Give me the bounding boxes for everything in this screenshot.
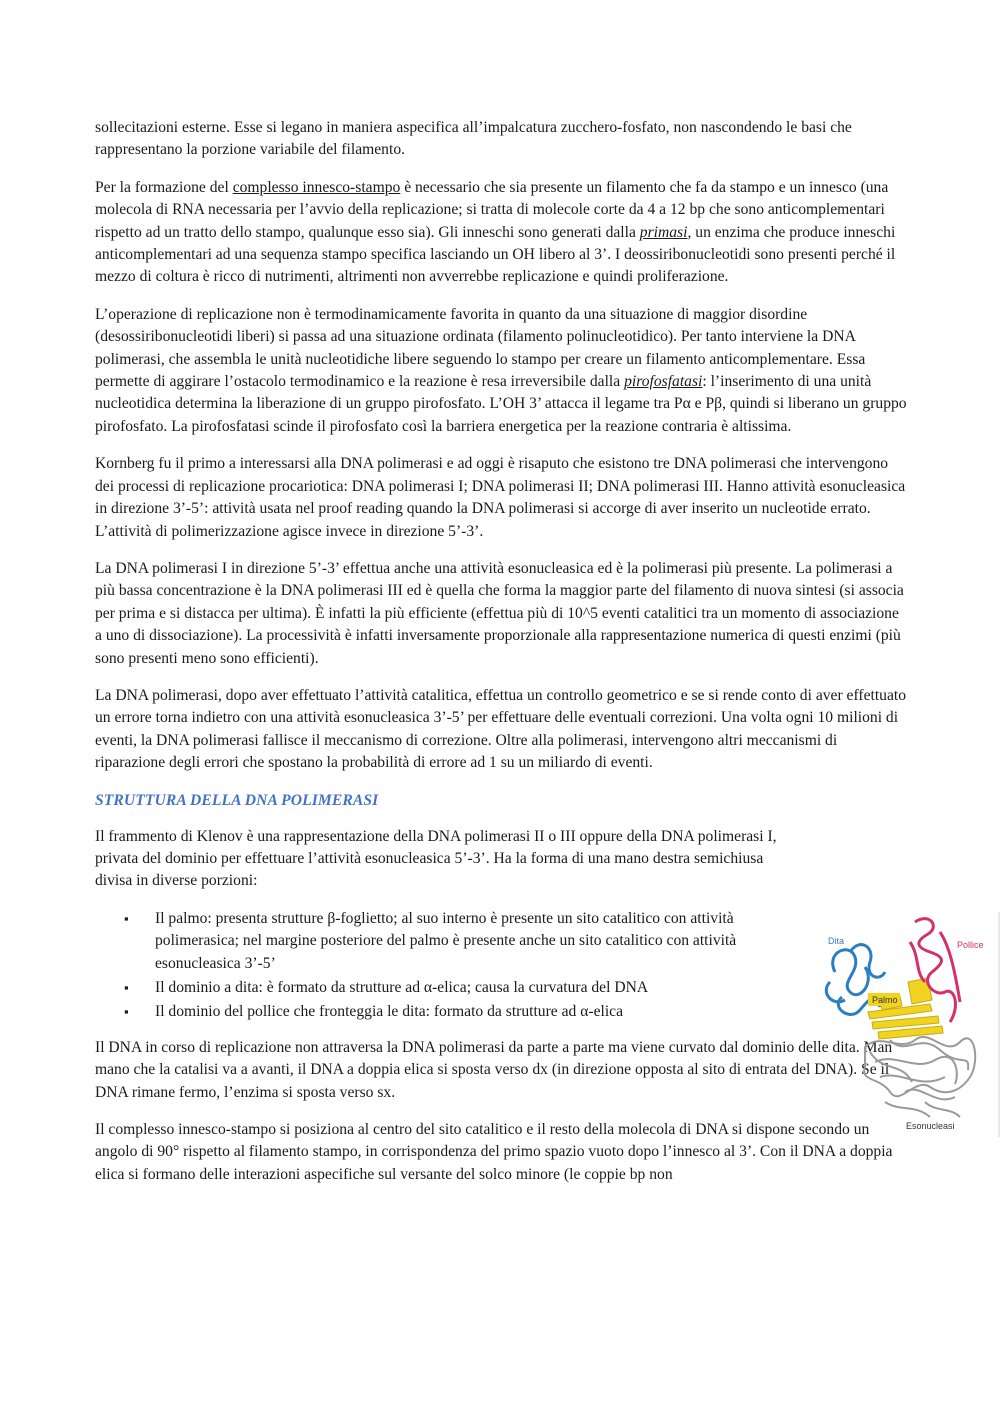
klenow-fragment-figure	[820, 912, 1000, 1137]
list-item-pollice: ▪ Il dominio del pollice che fronteggia le dita: formato da strutture ad α-elica	[155, 1001, 787, 1023]
paragraph-4: Kornberg fu il primo a interessarsi alla DNA polimerasi e ad oggi è risaputo che esistono tre DNA polimerasi che intervengono dei processi di replicazione procariotica: DNA polimerasi I; DNA polimerasi II; DNA polimerasi III. Hanno attività esonucleasica in direzione 3’-5’: attività usata nel proof reading quando la DNA polimerasi si accorge di aver inserito un nucleotide errato. L’attività di polimerizzazione agisce invece in direzione 5’-3’.	[95, 455, 906, 540]
list-item-palmo: ▪ Il palmo: presenta strutture β-foglietto; al suo interno è presente un sito catalitico con attività polimerasica; nel margine posteriore del palmo è presente anche un sito catalitico con attività esonucleasica 3’-5’	[155, 908, 787, 975]
list-item-dita: ▪ Il dominio a dita: è formato da strutture ad α-elica; causa la curvatura del DNA	[155, 977, 787, 999]
paragraph-8: Il DNA in corso di replicazione non attraversa la DNA polimerasi da parte a parte ma viene curvato dal dominio delle dita. Man mano che la catalisi va a avanti, il DNA a doppia elica si sposta verso dx (in direzione opposta al sito di entrata del DNA). Se il DNA rimane fermo, l’enzima si sposta verso sx.	[95, 1038, 893, 1101]
paragraph-6: La DNA polimerasi, dopo aver effettuato l’attività catalitica, effettua un controllo geometrico e se si rende conto di aver effettuato un errore torna indietro con una attività esonucleasica 3’-5’ per effettuare delle eventuali correzioni. Una volta ogni 10 milioni di eventi, la DNA polimerasi fallisce il meccanismo di correzione. Oltre alla polimerasi, intervengono altri meccanismi di riparazione degli errori che spostano la probabilità di errore ad 1 su un miliardo di eventi.	[95, 686, 907, 772]
document-page	[95, 117, 907, 1201]
label-palmo: Palmo	[872, 995, 898, 1005]
label-esonucleasi: Esonucleasi	[906, 1121, 955, 1131]
label-pollice: Pollice	[957, 940, 984, 950]
paragraph-3: L’operazione di replicazione non è termodinamicamente favorita in quanto da una situazione di maggior disordine (desossiribonucleotidi liberi) si passa ad una situazione ordinata (filamento polinucleotidico). Per tanto interviene la DNA polimerasi, che assembla le unità nucleotidiche libere seguendo lo stampo per creare un filamento anticomplementare. Essa permette di aggirare l’ostacolo termodinamico e la reazione è resa irreversibile dalla pirofosfatasi: l’inserimento di una unità nucleotidica determina la liberazione di un gruppo pirofosfato. L’OH 3’ attacca il legame tra Pα e Pβ, quindi si liberano un gruppo pirofosfato. La pirofosfatasi scinde il pirofosfato così la barriera energetica per la reazione contraria è altissima.	[95, 305, 907, 435]
paragraph-9: Il complesso innesco-stampo si posiziona al centro del sito catalitico e il resto della molecola di DNA si dispone secondo un angolo di 90° rispetto al filamento stampo, in corrispondenza del primo spazio vuoto dopo l’innesco al 3’. Con il DNA a doppia elica si formano delle interazioni aspecifiche sul versante del solco minore (le coppie bp non	[95, 1121, 893, 1183]
paragraph-1: sollecitazioni esterne. Esse si legano in maniera aspecifica all’impalcatura zucchero-fosfato, non nascondendo le basi che rappresentano la porzione variabile del filamento.	[95, 119, 852, 159]
paragraph-7: Il frammento di Klenov è una rappresentazione della DNA polimerasi II o III oppure della DNA polimerasi I, privata del dominio per effettuare l’attività esonucleasica 5’-3’. Ha la forma di una mano destra semichiusa divisa in diverse porzioni:	[95, 827, 777, 890]
term-pirofosfatasi: pirofosfatasi	[624, 373, 703, 391]
domain-list	[95, 908, 907, 1024]
paragraph-5: La DNA polimerasi I in direzione 5’-3’ effettua anche una attività esonucleasica ed è la polimerasi più presente. La polimerasi a più bassa concentrazione è la DNA polimerasi III ed è quella che forma la maggior parte del filamento di nuova sintesi (si associa per prima e si distacca per ultima). È infatti la più efficiente (effettua più di 10^5 eventi catalitici tra un momento di associazione a uno di dissociazione). La processività è infatti inversamente proporzionale alla rappresentazione numerica di questi enzimi (più sono presenti meno sono efficienti).	[95, 559, 904, 667]
section-heading: STRUTTURA DELLA DNA POLIMERASI	[95, 791, 379, 809]
esonucleasi-domain	[864, 1037, 975, 1117]
term-complesso-innesco-stampo: complesso innesco-stampo	[232, 178, 401, 196]
paragraph-2: Per la formazione del complesso innesco-stampo è necessario che sia presente un filamento che fa da stampo e un innesco (una molecola di RNA necessaria per l’avvio della replicazione; si tratta di molecole corte da 4 a 12 bp che sono anticomplementari rispetto ad un tratto dello stampo, qualunque esso sia). Gli inneschi sono generati dalla primasi, un enzima che produce inneschi anticomplementari ad una sequenza stampo specifica lasciando un OH libero al 3’. I deossiribonucleotidi sono presenti perché il mezzo di coltura è ricco di nutrimenti, altrimenti non avverrebbe replicazione e quindi proliferazione.	[95, 178, 896, 286]
label-dita: Dita	[828, 936, 845, 946]
term-primasi: primasi	[639, 223, 688, 241]
protein-structure-image	[820, 912, 998, 1137]
